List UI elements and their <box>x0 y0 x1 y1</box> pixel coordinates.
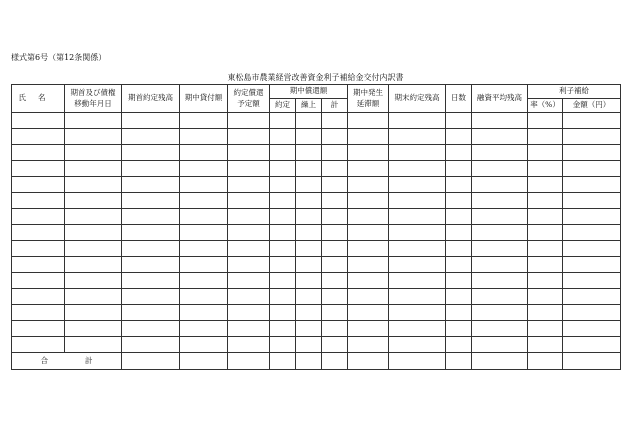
entry-cell[interactable] <box>528 305 563 321</box>
entry-cell[interactable] <box>296 161 322 177</box>
header-name: 氏名 <box>12 85 65 113</box>
header-days: 日数 <box>446 85 472 113</box>
entry-cell[interactable] <box>270 305 296 321</box>
header-transfer-date: 期首及び債権 移動年月日 <box>65 85 122 113</box>
entry-cell[interactable] <box>472 193 528 209</box>
entry-cell[interactable] <box>65 289 122 305</box>
document-title: 東松島市農業経営改善資金利子補給金交付内訳書 <box>227 73 404 82</box>
entry-cell[interactable] <box>563 289 621 305</box>
entry-cell[interactable] <box>446 241 472 257</box>
entry-cell[interactable] <box>472 273 528 289</box>
entry-cell[interactable] <box>389 209 446 225</box>
entry-cell[interactable] <box>65 225 122 241</box>
entry-cell[interactable] <box>296 289 322 305</box>
entry-cell[interactable] <box>122 241 180 257</box>
entry-cell[interactable] <box>180 273 228 289</box>
table-row <box>12 289 621 305</box>
entry-cell[interactable] <box>228 161 270 177</box>
entry-cell[interactable] <box>563 337 621 353</box>
entry-cell[interactable] <box>348 129 389 145</box>
entry-cell[interactable] <box>322 305 348 321</box>
entry-cell[interactable] <box>446 289 472 305</box>
entry-cell[interactable] <box>180 321 228 337</box>
entry-cell[interactable] <box>563 321 621 337</box>
entry-cell[interactable] <box>296 321 322 337</box>
table-row <box>12 145 621 161</box>
table-row <box>12 209 621 225</box>
header-repay-total: 計 <box>322 99 348 113</box>
entry-cell[interactable] <box>12 161 65 177</box>
entry-cell[interactable] <box>65 305 122 321</box>
entry-cell[interactable] <box>270 225 296 241</box>
total-cell[interactable] <box>563 353 621 370</box>
entry-cell[interactable] <box>472 145 528 161</box>
entry-cell[interactable] <box>12 209 65 225</box>
entry-cell[interactable] <box>228 273 270 289</box>
entry-cell[interactable] <box>528 337 563 353</box>
entry-cell[interactable] <box>228 177 270 193</box>
entry-cell[interactable] <box>389 113 446 129</box>
entry-cell[interactable] <box>122 193 180 209</box>
entry-cell[interactable] <box>296 257 322 273</box>
entry-cell[interactable] <box>446 273 472 289</box>
entry-cell[interactable] <box>228 337 270 353</box>
entry-cell[interactable] <box>348 161 389 177</box>
entry-cell[interactable] <box>348 113 389 129</box>
total-cell[interactable] <box>228 353 270 370</box>
entry-cell[interactable] <box>122 161 180 177</box>
entry-cell[interactable] <box>446 225 472 241</box>
entry-cell[interactable] <box>122 321 180 337</box>
entry-cell[interactable] <box>270 209 296 225</box>
entry-cell[interactable] <box>389 129 446 145</box>
entry-cell[interactable] <box>296 193 322 209</box>
entry-cell[interactable] <box>122 289 180 305</box>
entry-cell[interactable] <box>528 289 563 305</box>
entry-cell[interactable] <box>528 209 563 225</box>
entry-cell[interactable] <box>122 337 180 353</box>
entry-cell[interactable] <box>472 129 528 145</box>
table-row <box>12 257 621 273</box>
entry-cell[interactable] <box>12 177 65 193</box>
entry-cell[interactable] <box>472 161 528 177</box>
entry-cell[interactable] <box>228 209 270 225</box>
entry-cell[interactable] <box>389 241 446 257</box>
entry-cell[interactable] <box>389 225 446 241</box>
total-cell[interactable] <box>389 353 446 370</box>
entry-cell[interactable] <box>12 225 65 241</box>
entry-cell[interactable] <box>296 177 322 193</box>
entry-cell[interactable] <box>296 225 322 241</box>
entry-cell[interactable] <box>228 225 270 241</box>
header-subsidy-group: 利子補給 <box>528 85 621 99</box>
entry-cell[interactable] <box>12 113 65 129</box>
entry-cell[interactable] <box>528 241 563 257</box>
entry-cell[interactable] <box>563 273 621 289</box>
entry-cell[interactable] <box>12 129 65 145</box>
entry-cell[interactable] <box>389 145 446 161</box>
entry-cell[interactable] <box>296 113 322 129</box>
entry-cell[interactable] <box>348 289 389 305</box>
entry-cell[interactable] <box>296 209 322 225</box>
entry-cell[interactable] <box>389 289 446 305</box>
entry-cell[interactable] <box>180 289 228 305</box>
entry-cell[interactable] <box>446 113 472 129</box>
entry-cell[interactable] <box>528 257 563 273</box>
entry-cell[interactable] <box>528 273 563 289</box>
entry-cell[interactable] <box>389 321 446 337</box>
entry-cell[interactable] <box>122 129 180 145</box>
header-average-balance: 融資平均残高 <box>472 85 528 113</box>
entry-cell[interactable] <box>12 193 65 209</box>
table-row <box>12 273 621 289</box>
entry-cell[interactable] <box>528 193 563 209</box>
total-label: 合 計 <box>12 353 122 370</box>
entry-cell[interactable] <box>563 161 621 177</box>
entry-cell[interactable] <box>228 241 270 257</box>
header-closing-balance: 期末約定残高 <box>389 85 446 113</box>
entry-cell[interactable] <box>65 161 122 177</box>
table-row <box>12 305 621 321</box>
entry-cell[interactable] <box>446 193 472 209</box>
total-row <box>12 353 621 370</box>
entry-cell[interactable] <box>322 225 348 241</box>
entry-cell[interactable] <box>296 241 322 257</box>
entry-cell[interactable] <box>270 337 296 353</box>
entry-cell[interactable] <box>446 145 472 161</box>
entry-cell[interactable] <box>563 177 621 193</box>
entry-cell[interactable] <box>472 305 528 321</box>
entry-cell[interactable] <box>472 289 528 305</box>
table-body <box>12 113 621 353</box>
entry-cell[interactable] <box>563 241 621 257</box>
entry-cell[interactable] <box>446 209 472 225</box>
entry-cell[interactable] <box>122 257 180 273</box>
entry-cell[interactable] <box>65 257 122 273</box>
entry-cell[interactable] <box>296 273 322 289</box>
entry-cell[interactable] <box>472 321 528 337</box>
total-cell[interactable] <box>348 353 389 370</box>
entry-cell[interactable] <box>296 129 322 145</box>
entry-cell[interactable] <box>322 177 348 193</box>
entry-cell[interactable] <box>270 193 296 209</box>
entry-cell[interactable] <box>228 113 270 129</box>
entry-cell[interactable] <box>472 241 528 257</box>
entry-cell[interactable] <box>270 241 296 257</box>
entry-cell[interactable] <box>270 273 296 289</box>
entry-cell[interactable] <box>122 113 180 129</box>
header-repay-scheduled: 約定 <box>270 99 296 113</box>
entry-cell[interactable] <box>270 257 296 273</box>
entry-cell[interactable] <box>322 337 348 353</box>
header-rate: 率（%） <box>528 99 563 113</box>
entry-cell[interactable] <box>180 241 228 257</box>
entry-cell[interactable] <box>348 321 389 337</box>
entry-cell[interactable] <box>228 193 270 209</box>
entry-cell[interactable] <box>348 305 389 321</box>
entry-cell[interactable] <box>348 337 389 353</box>
form-number: 様式第6号（第12条関係） <box>11 53 107 62</box>
entry-cell[interactable] <box>563 113 621 129</box>
header-scheduled-repayment: 約定償還 予定額 <box>228 85 270 113</box>
entry-cell[interactable] <box>472 337 528 353</box>
entry-cell[interactable] <box>65 193 122 209</box>
total-cell[interactable] <box>322 353 348 370</box>
header-repayment-group: 期中償還額 <box>270 85 348 99</box>
entry-cell[interactable] <box>65 241 122 257</box>
total-cell[interactable] <box>122 353 180 370</box>
table-row <box>12 161 621 177</box>
entry-cell[interactable] <box>563 209 621 225</box>
entry-cell[interactable] <box>446 177 472 193</box>
entry-cell[interactable] <box>180 305 228 321</box>
entry-cell[interactable] <box>472 113 528 129</box>
entry-cell[interactable] <box>446 305 472 321</box>
table-row <box>12 177 621 193</box>
entry-cell[interactable] <box>348 241 389 257</box>
entry-cell[interactable] <box>122 225 180 241</box>
header-loans-in-period: 期中貸付額 <box>180 85 228 113</box>
entry-cell[interactable] <box>322 161 348 177</box>
entry-cell[interactable] <box>228 305 270 321</box>
total-cell[interactable] <box>528 353 563 370</box>
entry-cell[interactable] <box>348 257 389 273</box>
entry-cell[interactable] <box>65 273 122 289</box>
entry-cell[interactable] <box>348 209 389 225</box>
entry-cell[interactable] <box>322 273 348 289</box>
entry-cell[interactable] <box>348 273 389 289</box>
entry-cell[interactable] <box>65 321 122 337</box>
total-cell[interactable] <box>446 353 472 370</box>
entry-cell[interactable] <box>389 337 446 353</box>
entry-cell[interactable] <box>389 257 446 273</box>
entry-cell[interactable] <box>180 161 228 177</box>
entry-cell[interactable] <box>322 257 348 273</box>
entry-cell[interactable] <box>472 177 528 193</box>
entry-cell[interactable] <box>472 225 528 241</box>
entry-cell[interactable] <box>122 177 180 193</box>
entry-cell[interactable] <box>180 113 228 129</box>
entry-cell[interactable] <box>348 177 389 193</box>
entry-cell[interactable] <box>180 337 228 353</box>
entry-cell[interactable] <box>528 129 563 145</box>
entry-cell[interactable] <box>270 145 296 161</box>
entry-cell[interactable] <box>122 209 180 225</box>
entry-cell[interactable] <box>563 145 621 161</box>
entry-cell[interactable] <box>180 177 228 193</box>
header-repay-early: 繰上 <box>296 99 322 113</box>
entry-cell[interactable] <box>528 177 563 193</box>
total-cell[interactable] <box>296 353 322 370</box>
entry-cell[interactable] <box>528 225 563 241</box>
entry-cell[interactable] <box>322 209 348 225</box>
table-row <box>12 321 621 337</box>
entry-cell[interactable] <box>446 321 472 337</box>
entry-cell[interactable] <box>322 241 348 257</box>
entry-cell[interactable] <box>528 145 563 161</box>
total-cell[interactable] <box>472 353 528 370</box>
entry-cell[interactable] <box>296 305 322 321</box>
entry-cell[interactable] <box>228 257 270 273</box>
entry-cell[interactable] <box>270 129 296 145</box>
entry-cell[interactable] <box>122 305 180 321</box>
entry-cell[interactable] <box>180 193 228 209</box>
table-row <box>12 113 621 129</box>
header-opening-balance: 期首約定残高 <box>122 85 180 113</box>
entry-cell[interactable] <box>296 145 322 161</box>
entry-cell[interactable] <box>12 273 65 289</box>
entry-cell[interactable] <box>12 241 65 257</box>
entry-cell[interactable] <box>180 225 228 241</box>
entry-cell[interactable] <box>228 145 270 161</box>
table-row <box>12 241 621 257</box>
entry-cell[interactable] <box>180 209 228 225</box>
entry-cell[interactable] <box>65 337 122 353</box>
entry-cell[interactable] <box>348 225 389 241</box>
total-cell[interactable] <box>180 353 228 370</box>
entry-cell[interactable] <box>389 161 446 177</box>
header-amount: 金額（円） <box>563 99 621 113</box>
entry-cell[interactable] <box>446 161 472 177</box>
entry-cell[interactable] <box>322 289 348 305</box>
entry-cell[interactable] <box>446 129 472 145</box>
entry-cell[interactable] <box>296 337 322 353</box>
entry-cell[interactable] <box>348 193 389 209</box>
entry-cell[interactable] <box>389 193 446 209</box>
entry-cell[interactable] <box>446 337 472 353</box>
entry-cell[interactable] <box>446 257 472 273</box>
entry-cell[interactable] <box>12 289 65 305</box>
entry-cell[interactable] <box>563 129 621 145</box>
entry-cell[interactable] <box>65 145 122 161</box>
entry-cell[interactable] <box>322 145 348 161</box>
entry-cell[interactable] <box>228 321 270 337</box>
entry-cell[interactable] <box>270 113 296 129</box>
entry-cell[interactable] <box>472 257 528 273</box>
entry-cell[interactable] <box>322 113 348 129</box>
table-row <box>12 193 621 209</box>
entry-cell[interactable] <box>389 305 446 321</box>
table-row <box>12 225 621 241</box>
entry-cell[interactable] <box>322 193 348 209</box>
entry-cell[interactable] <box>228 129 270 145</box>
entry-cell[interactable] <box>12 337 65 353</box>
entry-cell[interactable] <box>389 273 446 289</box>
entry-cell[interactable] <box>12 145 65 161</box>
total-cell[interactable] <box>270 353 296 370</box>
entry-cell[interactable] <box>322 321 348 337</box>
entry-cell[interactable] <box>65 177 122 193</box>
entry-cell[interactable] <box>122 273 180 289</box>
entry-cell[interactable] <box>12 321 65 337</box>
entry-cell[interactable] <box>270 289 296 305</box>
entry-cell[interactable] <box>65 129 122 145</box>
header-arrears: 期中発生 延滞額 <box>348 85 389 113</box>
entry-cell[interactable] <box>563 257 621 273</box>
entry-cell[interactable] <box>12 305 65 321</box>
table-row <box>12 129 621 145</box>
entry-cell[interactable] <box>122 145 180 161</box>
entry-cell[interactable] <box>322 129 348 145</box>
entry-cell[interactable] <box>180 145 228 161</box>
entry-cell[interactable] <box>528 161 563 177</box>
entry-cell[interactable] <box>180 257 228 273</box>
entry-cell[interactable] <box>65 113 122 129</box>
entry-cell[interactable] <box>528 321 563 337</box>
entry-cell[interactable] <box>180 129 228 145</box>
entry-cell[interactable] <box>65 209 122 225</box>
entry-cell[interactable] <box>472 209 528 225</box>
entry-cell[interactable] <box>228 289 270 305</box>
entry-cell[interactable] <box>12 257 65 273</box>
entry-cell[interactable] <box>528 113 563 129</box>
entry-cell[interactable] <box>563 193 621 209</box>
table-row <box>12 337 621 353</box>
entry-cell[interactable] <box>563 305 621 321</box>
entry-cell[interactable] <box>270 161 296 177</box>
entry-cell[interactable] <box>270 177 296 193</box>
entry-cell[interactable] <box>389 177 446 193</box>
entry-cell[interactable] <box>348 145 389 161</box>
entry-cell[interactable] <box>270 321 296 337</box>
subsidy-breakdown-table <box>11 84 621 370</box>
entry-cell[interactable] <box>563 225 621 241</box>
